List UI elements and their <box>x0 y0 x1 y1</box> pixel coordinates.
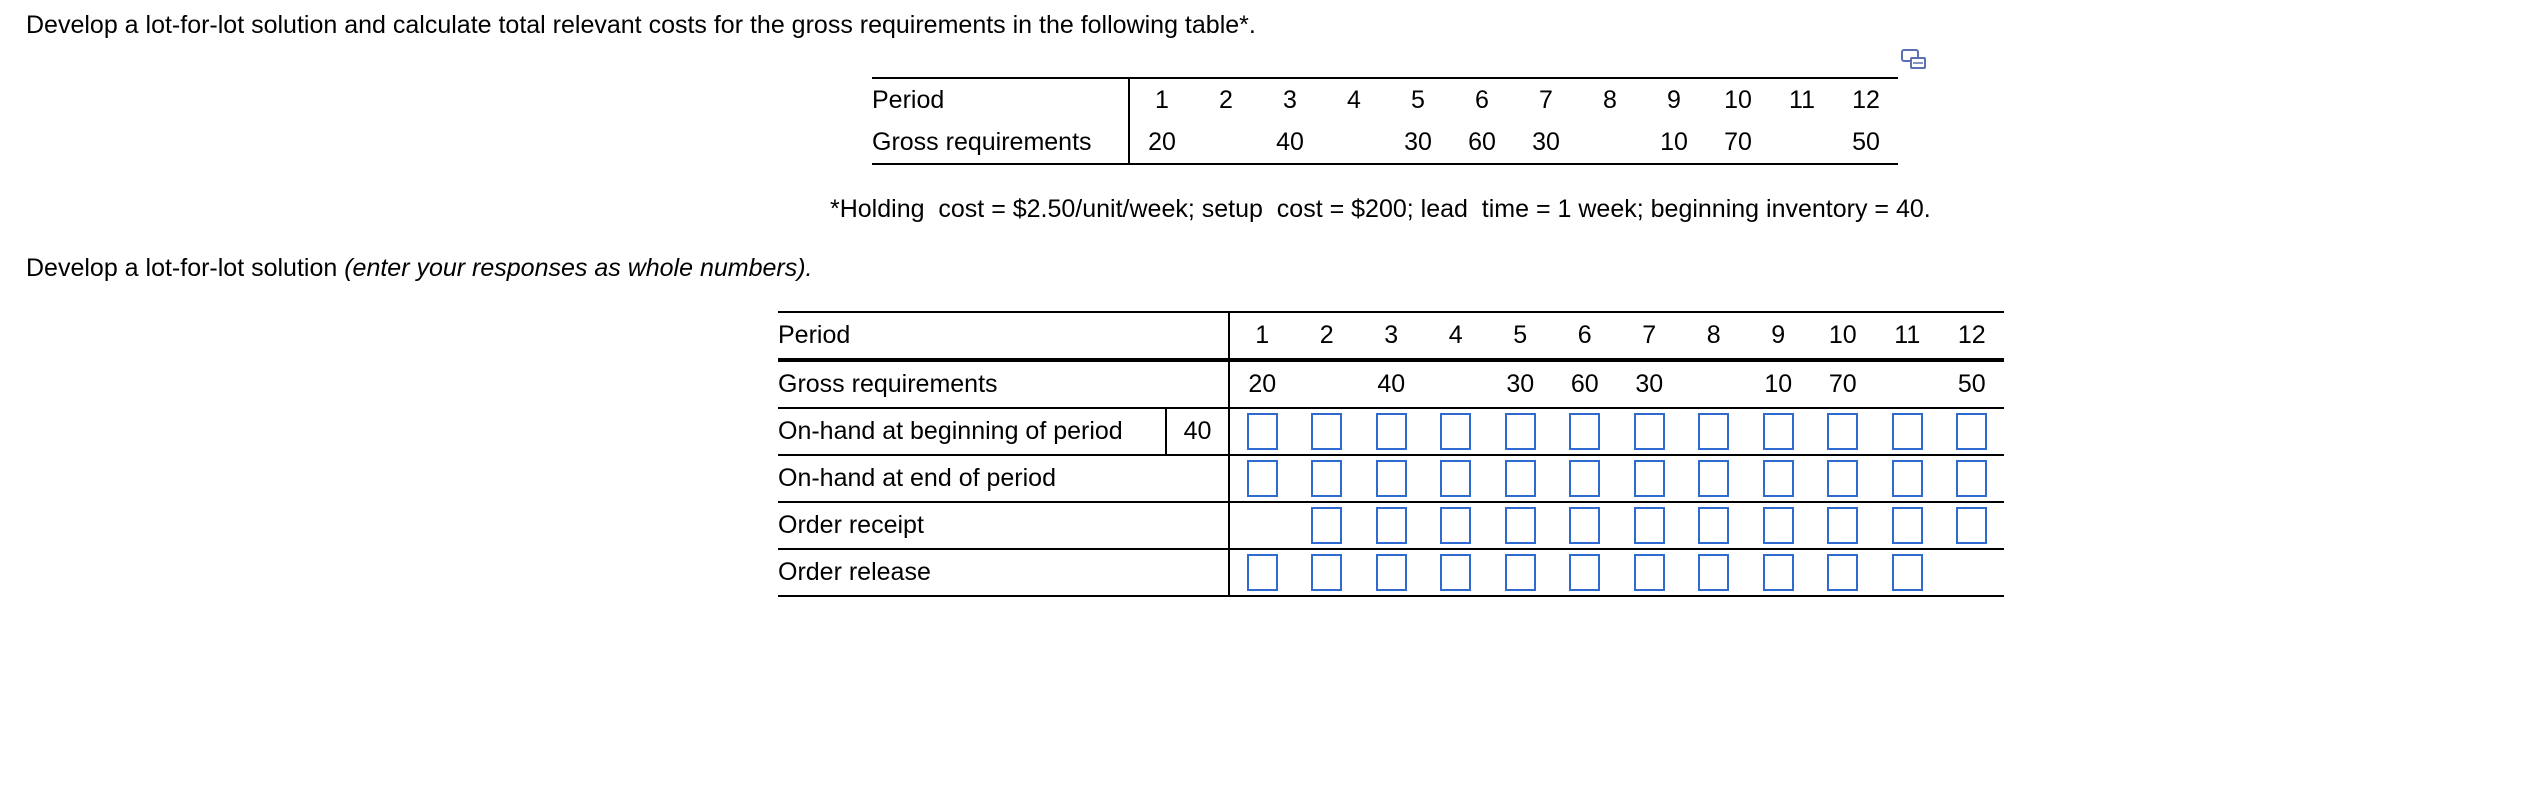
mrp-period-cell: 2 <box>1295 312 1360 360</box>
order-receipt-cell <box>1875 502 1940 549</box>
on-hand-end-cell <box>1682 455 1747 502</box>
given-gross-row <box>872 121 1898 164</box>
order-receipt-cell <box>1424 502 1489 549</box>
order-receipt-input[interactable] <box>1376 507 1407 544</box>
mrp-gross-cell <box>1424 360 1489 408</box>
mrp-period-row <box>778 312 2004 360</box>
order-release-cell <box>1229 549 1295 596</box>
given-gross-cell: 10 <box>1642 121 1706 164</box>
given-gross-cell <box>1322 121 1386 164</box>
given-period-label: Period <box>872 78 1129 121</box>
order-release-input[interactable] <box>1311 554 1342 591</box>
on-hand-begin-cell <box>1553 408 1618 455</box>
on-hand-end-cell <box>1488 455 1553 502</box>
on-hand-begin-input[interactable] <box>1634 413 1665 450</box>
given-period-cell: 7 <box>1514 78 1578 121</box>
order-release-cell <box>1488 549 1553 596</box>
on-hand-begin-input[interactable] <box>1247 413 1278 450</box>
on-hand-begin-cell <box>1488 408 1553 455</box>
order-release-cell <box>1811 549 1876 596</box>
on-hand-end-cell <box>1424 455 1489 502</box>
mrp-period-cell: 12 <box>1940 312 2005 360</box>
mrp-period-cell: 7 <box>1617 312 1682 360</box>
on-hand-begin-input[interactable] <box>1376 413 1407 450</box>
mrp-period-cell: 9 <box>1746 312 1811 360</box>
on-hand-begin-cell <box>1811 408 1876 455</box>
order-release-input[interactable] <box>1763 554 1794 591</box>
mrp-gross-cell: 50 <box>1940 360 2005 408</box>
order-receipt-input[interactable] <box>1311 507 1342 544</box>
given-period-cell: 12 <box>1834 78 1898 121</box>
given-period-row <box>872 78 1898 121</box>
order-release-input[interactable] <box>1440 554 1471 591</box>
order-release-input[interactable] <box>1505 554 1536 591</box>
lot-for-lot-table <box>778 311 2004 597</box>
given-period-cell: 4 <box>1322 78 1386 121</box>
mrp-period-cell: 10 <box>1811 312 1876 360</box>
on-hand-begin-input[interactable] <box>1569 413 1600 450</box>
mrp-on-hand-begin-label: On-hand at beginning of period <box>778 408 1166 455</box>
order-release-cell <box>1295 549 1360 596</box>
order-receipt-cell <box>1617 502 1682 549</box>
given-period-cell: 1 <box>1129 78 1194 121</box>
mrp-gross-cell: 30 <box>1617 360 1682 408</box>
instructions <box>26 253 813 283</box>
mrp-gross-cell: 70 <box>1811 360 1876 408</box>
given-gross-cell: 70 <box>1706 121 1770 164</box>
order-receipt-cell <box>1359 502 1424 549</box>
order-receipt-cell <box>1746 502 1811 549</box>
cost-footnote: *Holding cost = $2.50/unit/week; setup cost = $200; lead time = 1 week; beginning inventory = 40. <box>830 195 1931 223</box>
given-gross-cell: 40 <box>1258 121 1322 164</box>
order-receipt-input[interactable] <box>1698 507 1729 544</box>
on-hand-begin-cell <box>1682 408 1747 455</box>
on-hand-end-cell <box>1359 455 1424 502</box>
order-release-cell <box>1359 549 1424 596</box>
on-hand-end-input[interactable] <box>1827 460 1858 497</box>
mrp-gross-cell <box>1295 360 1360 408</box>
order-receipt-cell <box>1940 502 2005 549</box>
given-period-cell: 3 <box>1258 78 1322 121</box>
on-hand-end-input[interactable] <box>1440 460 1471 497</box>
given-gross-cell: 20 <box>1129 121 1194 164</box>
order-release-input[interactable] <box>1247 554 1278 591</box>
given-period-cell: 11 <box>1770 78 1834 121</box>
given-period-cell: 5 <box>1386 78 1450 121</box>
on-hand-begin-cell <box>1359 408 1424 455</box>
on-hand-end-input[interactable] <box>1569 460 1600 497</box>
mrp-period-cell: 11 <box>1875 312 1940 360</box>
given-gross-cell: 30 <box>1386 121 1450 164</box>
on-hand-end-input[interactable] <box>1892 460 1923 497</box>
order-release-input[interactable] <box>1698 554 1729 591</box>
order-release-input[interactable] <box>1569 554 1600 591</box>
on-hand-end-cell <box>1229 455 1295 502</box>
on-hand-begin-input[interactable] <box>1827 413 1858 450</box>
mrp-period-cell: 4 <box>1424 312 1489 360</box>
given-gross-label: Gross requirements <box>872 121 1129 164</box>
on-hand-end-cell <box>1875 455 1940 502</box>
on-hand-end-input[interactable] <box>1311 460 1342 497</box>
given-gross-cell <box>1578 121 1642 164</box>
on-hand-begin-input[interactable] <box>1763 413 1794 450</box>
mrp-period-cell: 5 <box>1488 312 1553 360</box>
on-hand-begin-input[interactable] <box>1311 413 1342 450</box>
mrp-order-release-row <box>778 549 2004 596</box>
on-hand-begin-cell <box>1229 408 1295 455</box>
given-period-cell: 6 <box>1450 78 1514 121</box>
mrp-gross-cell: 20 <box>1229 360 1295 408</box>
mrp-order-receipt-label: Order receipt <box>778 502 1229 549</box>
order-release-input[interactable] <box>1827 554 1858 591</box>
order-receipt-input[interactable] <box>1569 507 1600 544</box>
given-gross-cell: 30 <box>1514 121 1578 164</box>
order-release-cell <box>1553 549 1618 596</box>
mrp-gross-cell: 40 <box>1359 360 1424 408</box>
order-release-cell <box>1746 549 1811 596</box>
on-hand-end-cell <box>1746 455 1811 502</box>
order-release-input[interactable] <box>1634 554 1665 591</box>
order-release-cell <box>1682 549 1747 596</box>
on-hand-end-cell <box>1295 455 1360 502</box>
on-hand-begin-cell <box>1940 408 2005 455</box>
mrp-period-label: Period <box>778 312 1229 360</box>
mrp-order-receipt-row <box>778 502 2004 549</box>
mrp-gross-cell <box>1875 360 1940 408</box>
mrp-gross-cell: 30 <box>1488 360 1553 408</box>
given-period-cell: 10 <box>1706 78 1770 121</box>
on-hand-begin-input[interactable] <box>1698 413 1729 450</box>
on-hand-begin-input[interactable] <box>1956 413 1987 450</box>
on-hand-begin-cell <box>1746 408 1811 455</box>
mrp-gross-cell: 10 <box>1746 360 1811 408</box>
order-release-input[interactable] <box>1376 554 1407 591</box>
on-hand-end-input[interactable] <box>1698 460 1729 497</box>
mrp-period-cell: 6 <box>1553 312 1618 360</box>
on-hand-begin-input[interactable] <box>1505 413 1536 450</box>
given-gross-cell: 60 <box>1450 121 1514 164</box>
order-receipt-cell <box>1682 502 1747 549</box>
on-hand-end-input[interactable] <box>1956 460 1987 497</box>
mrp-gross-cell <box>1682 360 1747 408</box>
on-hand-begin-input[interactable] <box>1440 413 1471 450</box>
order-receipt-cell <box>1295 502 1360 549</box>
given-period-cell: 2 <box>1194 78 1258 121</box>
order-release-cell <box>1940 549 2005 596</box>
mrp-on-hand-end-row <box>778 455 2004 502</box>
mrp-period-cell: 8 <box>1682 312 1747 360</box>
order-release-cell <box>1617 549 1682 596</box>
order-release-input[interactable] <box>1892 554 1923 591</box>
on-hand-begin-input[interactable] <box>1892 413 1923 450</box>
beginning-inventory-value: 40 <box>1166 408 1229 455</box>
given-gross-cell <box>1194 121 1258 164</box>
mrp-gross-cell: 60 <box>1553 360 1618 408</box>
instructions-main: Develop a lot-for-lot solution <box>26 254 345 282</box>
order-receipt-cell <box>1488 502 1553 549</box>
order-receipt-cell <box>1811 502 1876 549</box>
on-hand-begin-cell <box>1617 408 1682 455</box>
on-hand-end-input[interactable] <box>1763 460 1794 497</box>
instructions-hint: (enter your responses as whole numbers). <box>344 254 813 282</box>
on-hand-begin-cell <box>1295 408 1360 455</box>
on-hand-end-cell <box>1553 455 1618 502</box>
order-receipt-input[interactable] <box>1956 507 1987 544</box>
copy-table-icon[interactable] <box>1900 48 1928 72</box>
given-gross-cell <box>1770 121 1834 164</box>
order-receipt-cell <box>1229 502 1295 549</box>
given-period-cell: 9 <box>1642 78 1706 121</box>
order-release-cell <box>1875 549 1940 596</box>
problem-statement: Develop a lot-for-lot solution and calculate total relevant costs for the gross requirements in the following table*. <box>26 11 1256 39</box>
given-data-table <box>872 77 1898 165</box>
mrp-order-release-label: Order release <box>778 549 1229 596</box>
order-receipt-input[interactable] <box>1440 507 1471 544</box>
mrp-gross-row <box>778 360 2004 408</box>
order-receipt-input[interactable] <box>1634 507 1665 544</box>
mrp-gross-label: Gross requirements <box>778 360 1229 408</box>
order-receipt-input[interactable] <box>1892 507 1923 544</box>
order-receipt-cell <box>1553 502 1618 549</box>
on-hand-end-cell <box>1617 455 1682 502</box>
order-receipt-input[interactable] <box>1505 507 1536 544</box>
on-hand-end-input[interactable] <box>1376 460 1407 497</box>
on-hand-end-input[interactable] <box>1634 460 1665 497</box>
mrp-on-hand-begin-row <box>778 408 2004 455</box>
on-hand-end-cell <box>1940 455 2005 502</box>
given-gross-cell: 50 <box>1834 121 1898 164</box>
on-hand-end-cell <box>1811 455 1876 502</box>
order-release-cell <box>1424 549 1489 596</box>
order-receipt-input[interactable] <box>1763 507 1794 544</box>
mrp-period-cell: 1 <box>1229 312 1295 360</box>
on-hand-begin-cell <box>1424 408 1489 455</box>
on-hand-end-input[interactable] <box>1505 460 1536 497</box>
mrp-on-hand-end-label: On-hand at end of period <box>778 455 1229 502</box>
mrp-period-cell: 3 <box>1359 312 1424 360</box>
order-receipt-input[interactable] <box>1827 507 1858 544</box>
given-period-cell: 8 <box>1578 78 1642 121</box>
on-hand-end-input[interactable] <box>1247 460 1278 497</box>
on-hand-begin-cell <box>1875 408 1940 455</box>
